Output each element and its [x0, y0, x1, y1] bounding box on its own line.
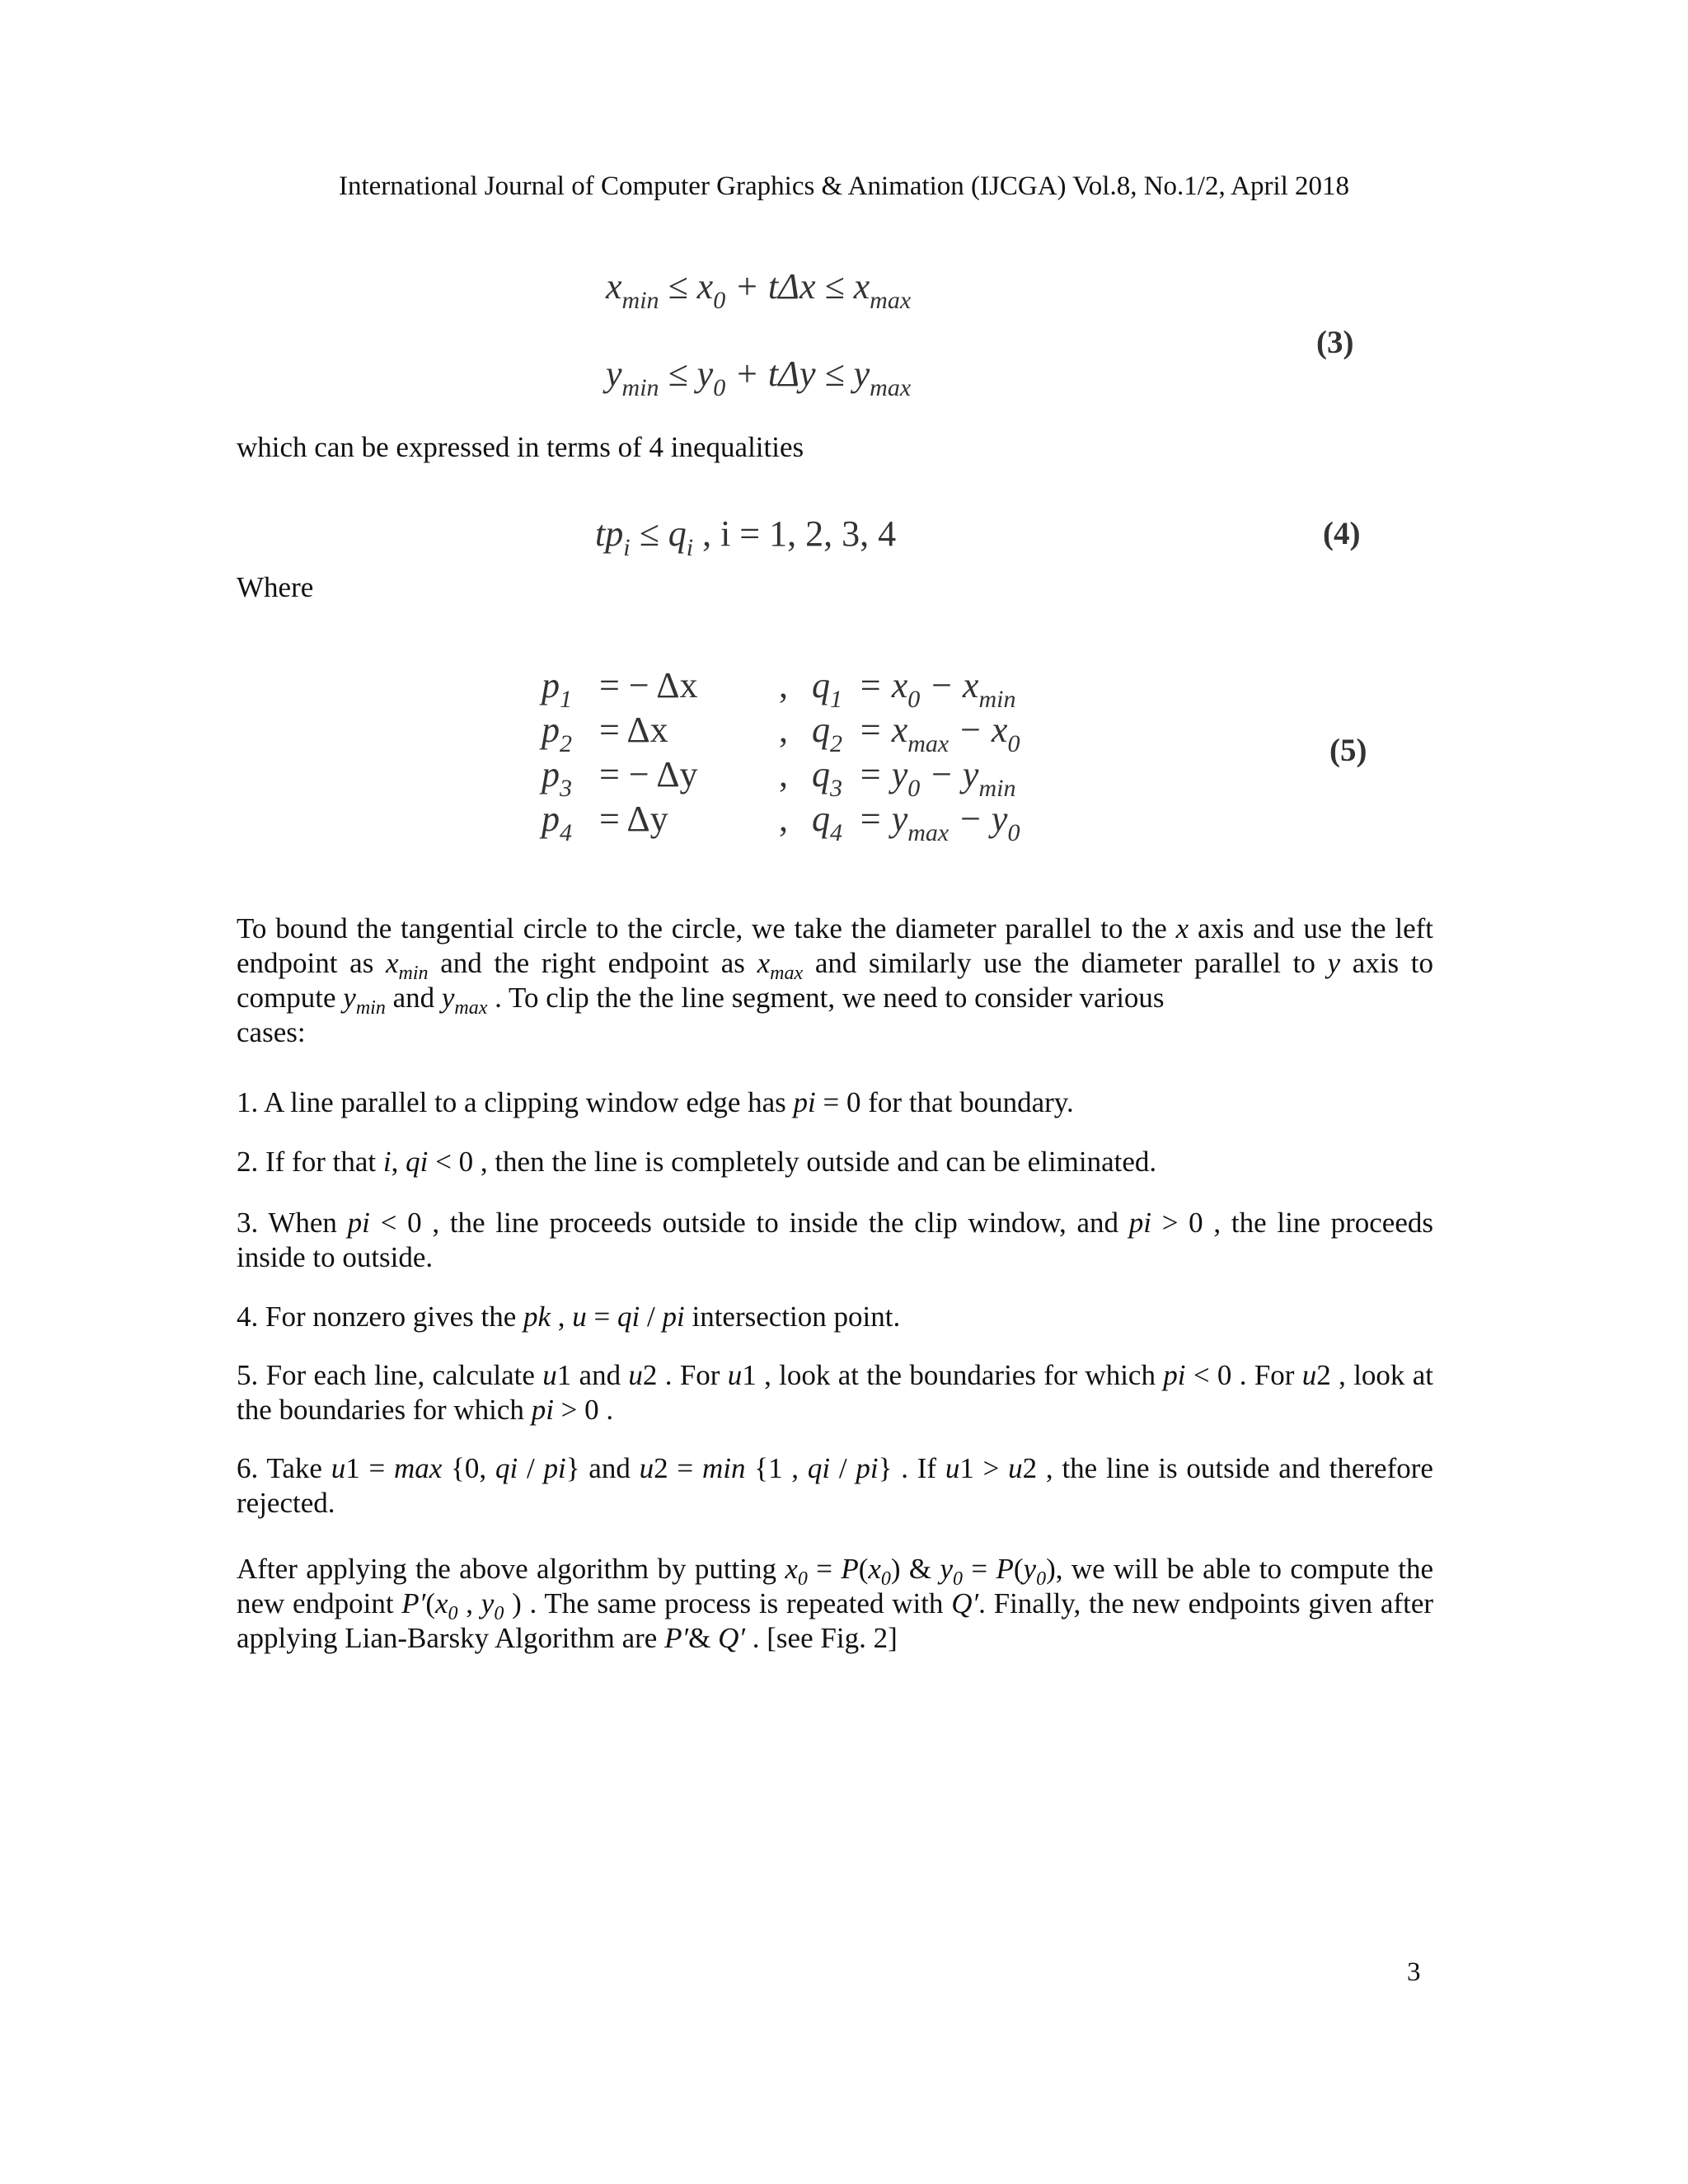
equation-3-number: (3) — [1316, 325, 1354, 360]
equation-5-row: $p_3$ = − Δy , $q_3 = y_0 - y_{min}$ — [542, 754, 1016, 802]
list-item-3: 3. When pi < 0 , the line proceeds outside to inside the clip window, and pi > 0 , the line proceeds inside to outside. — [237, 1207, 1433, 1273]
where-label: Where — [237, 571, 314, 603]
page-number: 3 — [1407, 1957, 1421, 1987]
list-item-1: 1. A line parallel to a clipping window edge has pi = 0 for that boundary. — [237, 1086, 1074, 1118]
paragraph-inequalities: which can be expressed in terms of 4 inequalities — [237, 431, 804, 463]
paragraph-bound: To bound the tangential circle to the circle, we take the diameter parallel to the x axis and use the left endpoint as $x_{min}$ and the right endpoint as $x_{max}$ and similarly use the diameter parallel to y axis to compute $y_{min}$ and $y_{max}$ . To clip the the line segment, we need to consider various cases: — [237, 912, 1433, 1048]
paragraph-bound-last-line: cases: — [237, 1016, 306, 1048]
list-item-5: 5. For each line, calculate u1 and u2 . For u1 , look at the boundaries for which pi < 0 . For u2 , look at the boundaries for which pi > 0 . — [237, 1359, 1433, 1426]
paragraph-after-algorithm: After applying the above algorithm by putting $x_0 = P(x_0)$ & $y_0 = P(y_0)$, we will be able to compute the new endpoint $P'(x_0$ , $y_0$ ) . The same process is repeated with Q′. Finally, the new endpoints given after applying Lian-Barsky Algorithm are P′& Q′ . [see Fig. 2] — [237, 1553, 1434, 1654]
equation-5-number: (5) — [1329, 733, 1367, 768]
equation-4-number: (4) — [1323, 516, 1361, 551]
equation-3-line-1: $x_{min} \le x_0 + t\Delta x \le x_{max}$ — [606, 266, 912, 314]
equation-3-line-2: $y_{min} \le y_0 + t\Delta y \le y_{max}$ — [606, 354, 912, 401]
equation-5-row: $p_4 = \Delta y$ , $q_4 = y_{max} - y_0$ — [542, 799, 1020, 846]
equation-4: $tp_i \le q_i$ , i = 1, 2, 3, 4 — [595, 513, 897, 561]
list-item-2: 2. If for that i, qi < 0 , then the line is completely outside and can be eliminated. — [237, 1146, 1157, 1178]
running-header: International Journal of Computer Graphics & Animation (IJCGA) Vol.8, No.1/2, April 2018 — [338, 171, 1350, 201]
equation-5-block — [542, 664, 1020, 846]
list-item-4: 4. For nonzero gives the pk , u = qi / pi intersection point. — [237, 1301, 901, 1333]
list-item-6: 6. Take u1 = max {0, qi / pi} and u2 = min {1 , qi / pi} . If u1 > u2 , the line is outside and therefore rejected. — [237, 1452, 1433, 1519]
equation-5-row: $p_2 = \Delta x$ , $q_2 = x_{max} - x_0$ — [542, 710, 1020, 757]
equation-5-row: $p_1$ = − Δx , $q_1 = x_0 - x_{min}$ — [542, 665, 1016, 713]
